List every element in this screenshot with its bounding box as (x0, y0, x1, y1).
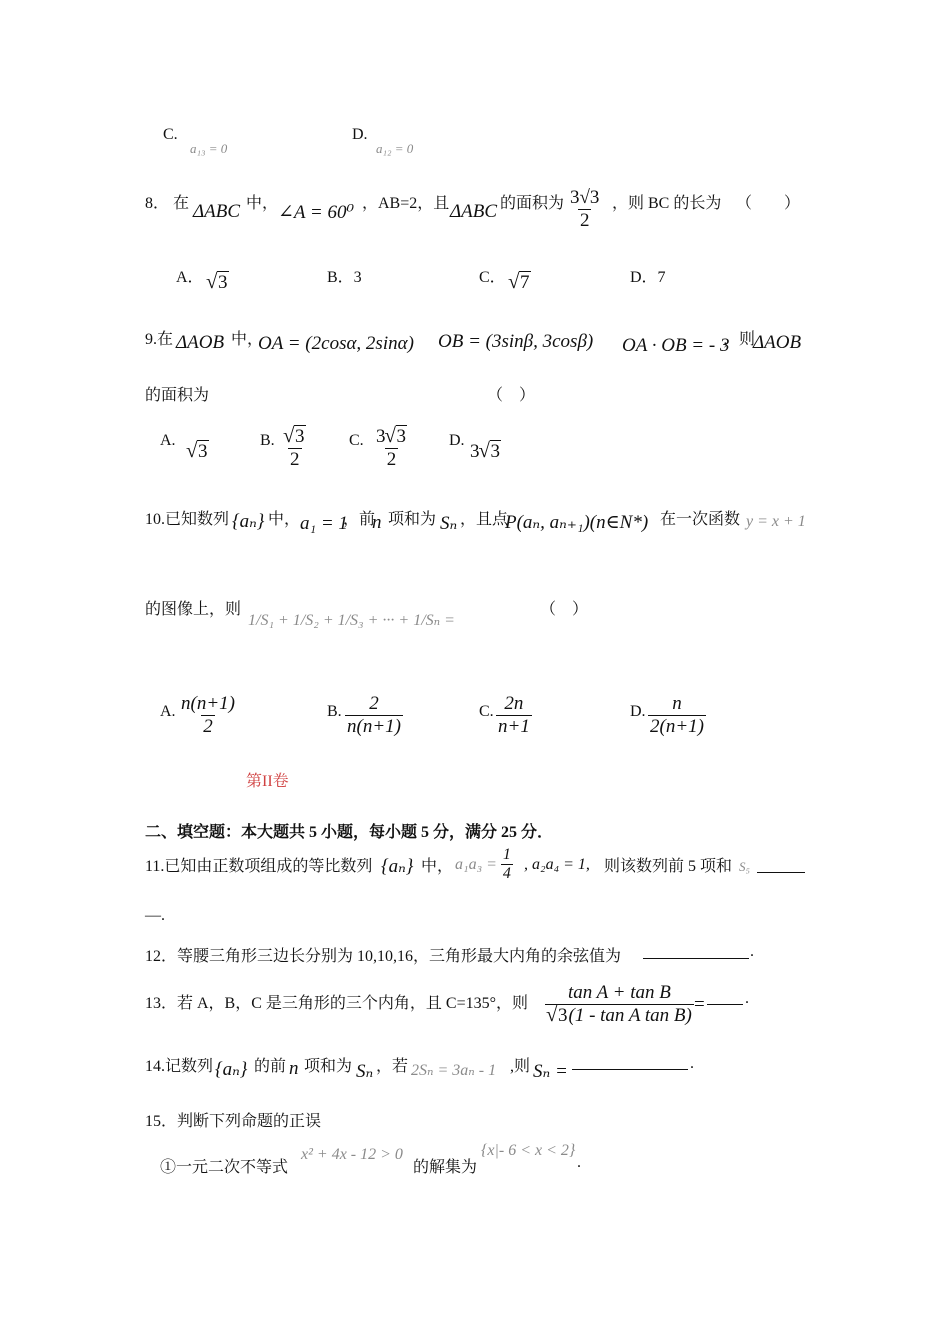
q10-sequence: {aₙ} (232, 511, 265, 532)
q9-triangle-2: ΔAOB (753, 332, 802, 353)
q10-text-b: 中， (268, 511, 301, 528)
q9-option-d: D. (449, 432, 465, 449)
q11-text-a: 11.已知由正数项组成的等比数列 (145, 858, 373, 875)
q10-text-d: 项和为 (388, 511, 437, 528)
q10-option-c-value (496, 693, 532, 738)
q10-text-f: 在一次函数 (660, 511, 741, 528)
denominator: 2(n+1) (650, 715, 704, 737)
q15-text: 15．判断下列命题的正误 (145, 1113, 322, 1130)
q8-text-c: ，AB=2，且 (362, 195, 450, 212)
question-8 (145, 190, 189, 240)
q10-number: 10.已知数列 (145, 511, 230, 528)
numerator: tan A + tan B (567, 982, 671, 1003)
q7-option-c-expr: a₁₃ = 0 (190, 141, 228, 156)
q9-number: 9.在 (145, 331, 174, 348)
q9-option-a: A. (160, 432, 176, 449)
q8-option-c-value (509, 272, 531, 294)
q8-text-b: 中， (246, 195, 279, 212)
q10-a1: a₁ = 1 (300, 513, 348, 534)
radicand: 3 (490, 441, 500, 462)
condition-left: a₁a₃ = (455, 855, 497, 873)
q10-sn: Sₙ (440, 513, 458, 534)
q8-option-d: D．7 (630, 269, 666, 286)
q10-line2: 的图像上，则 (145, 601, 242, 618)
q15-solution-set: {x|- 6 < x < 2} (481, 1142, 576, 1159)
q8-option-a-value (207, 272, 229, 294)
denominator: 4 (502, 865, 511, 883)
q15-inequality: x² + 4x - 12 > 0 (301, 1146, 403, 1163)
radicand: 3 (396, 426, 406, 447)
q14-text-a: 14.记数列 (145, 1058, 214, 1075)
q12-answer-blank[interactable] (643, 942, 749, 959)
q9-option-b: B. (260, 432, 275, 449)
numerator: n(n+1) (181, 693, 235, 714)
q13-fraction (545, 982, 694, 1027)
denominator: 2 (386, 448, 397, 470)
denominator: n+1 (498, 715, 530, 737)
q11-answer-blank[interactable] (757, 858, 805, 873)
numerator: 2 (369, 693, 379, 714)
q14-text-c: 项和为 (304, 1058, 353, 1075)
q8-text-a: 在 (173, 195, 190, 212)
q11-s5: S₅ (739, 859, 751, 874)
q14-text-d: ，若 (376, 1058, 409, 1075)
radicand: 3 (295, 426, 305, 447)
q15-end: . (577, 1154, 581, 1171)
q7-option-c (163, 126, 178, 144)
radicand: 3 (198, 441, 208, 462)
coefficient: 3 (470, 441, 480, 462)
q11-line-end: —. (145, 907, 165, 924)
q8-option-b: B．3 (327, 269, 362, 286)
section-2-heading: 二、填空题：本大题共 5 小题，每小题 5 分，满分 25 分． (145, 824, 554, 841)
option-label: A． (176, 269, 204, 286)
q14-condition: 2Sₙ = 3aₙ - 1 (411, 1062, 497, 1079)
q14-sn: Sₙ (356, 1061, 374, 1082)
q9-dot-product: OA · OB = - 3 (622, 335, 730, 356)
q14-text-b: 的前 (254, 1058, 287, 1075)
q11-text-c: 则该数列前 5 项和 (604, 858, 733, 875)
q10-answer-paren: （ ） (540, 601, 589, 618)
q9-option-a-value (187, 441, 209, 463)
q10-text-c: ，前 (343, 511, 376, 528)
q14-n: n (289, 1058, 299, 1079)
radicand: 3 (218, 272, 228, 293)
q9-option-b-value (282, 426, 308, 471)
q10-text-e: ，且点 (460, 511, 509, 528)
denominator: n(n+1) (347, 715, 401, 737)
part-2-title: 第II卷 (246, 773, 289, 790)
q8-triangle-2: ΔABC (450, 201, 498, 222)
q9-ob-vector: OB = (3sinβ, 3cosβ) (438, 331, 594, 352)
q14-answer-blank[interactable] (572, 1055, 688, 1070)
q9-triangle: ΔAOB (176, 332, 225, 353)
q9-text-b: 中， (231, 331, 264, 348)
q11-sequence: {aₙ} (381, 856, 414, 877)
q10-function: y = x + 1 (746, 513, 806, 530)
q10-option-d: D. (630, 703, 646, 720)
radicand: 7 (520, 272, 530, 293)
q14-sequence: {aₙ} (215, 1059, 248, 1080)
q11-text-b: 中， (421, 858, 454, 875)
q10-option-a-value (178, 693, 238, 738)
q15-item-1-b: 的解集为 (413, 1159, 478, 1176)
q9-oa-vector: OA = (2cosα, 2sinα) (258, 333, 414, 354)
q13-equals: = (694, 994, 705, 1015)
q10-option-d-value (647, 693, 707, 738)
numerator: n (672, 693, 682, 714)
q7-option-d-expr: a₁₂ = 0 (376, 141, 414, 156)
q9-text-c: ，则 (723, 331, 756, 348)
q8-angle: ∠A = 60⁰ (278, 202, 355, 223)
q8-text-e: ，则 BC 的长为 (612, 195, 722, 212)
q10-option-c: C. (479, 703, 494, 720)
q13-text: 13．若 A，B，C 是三角形的三个内角，且 C=135°，则 (145, 995, 528, 1012)
q8-triangle: ΔABC (193, 201, 241, 222)
q7-option-d (352, 126, 368, 144)
denominator: 2 (290, 448, 300, 470)
q9-option-c-value: $\frac{3√ 3}{2}$ (374, 426, 409, 471)
q8-option-a (176, 264, 204, 287)
q9-option-d-value (470, 441, 501, 463)
option-label: C． (479, 269, 506, 286)
q8-area-num: 3√3 (570, 187, 600, 208)
q8-text-d: 的面积为 (500, 195, 565, 212)
q13-end: . (745, 990, 749, 1007)
q9-option-c: C. (349, 432, 364, 449)
q8-answer-paren: （ ） (736, 195, 801, 212)
q14-end: . (690, 1055, 694, 1072)
q11-condition-1 (455, 846, 513, 884)
radicand: 3 (558, 1004, 568, 1026)
q10-n: n (372, 512, 382, 533)
q10-option-a: A. (160, 703, 176, 720)
q8-area-fraction (568, 187, 601, 232)
q10-sum: 1/S₁ + 1/S₂ + 1/S₃ + ··· + 1/Sₙ = (248, 612, 455, 629)
denominator: 2 (203, 715, 213, 737)
denominator-rest: (1 - tan A tan B) (568, 1004, 692, 1026)
q11-condition-2: , a₂a₄ = 1, (524, 856, 590, 873)
option-label: D. (352, 126, 368, 143)
q9-line2: 的面积为 (145, 387, 210, 404)
q14-text-e: ,则 (510, 1058, 531, 1075)
q12-end: . (750, 943, 754, 960)
q8-area-den: 2 (579, 209, 590, 231)
q10-option-b: B. (327, 703, 342, 720)
denominator (545, 1004, 694, 1027)
q8-option-c (479, 264, 506, 287)
q13-answer-blank[interactable] (707, 990, 743, 1005)
q9-answer-paren: （ ） (487, 387, 536, 404)
q15-item-1-a: ①一元二次不等式 (160, 1159, 289, 1176)
q10-option-b-value (344, 693, 404, 738)
q12-text: 12．等腰三角形三边长分别为 10,10,16，三角形最大内角的余弦值为 (145, 948, 622, 965)
numerator: 1 (502, 846, 511, 863)
q10-point: P(aₙ, aₙ₊₁)(n∈N*) (505, 512, 649, 533)
numerator: 2n (504, 693, 524, 714)
q14-sn-result: Sₙ = (533, 1061, 568, 1082)
q8-number: 8． (145, 195, 170, 212)
option-label: C. (163, 126, 178, 143)
